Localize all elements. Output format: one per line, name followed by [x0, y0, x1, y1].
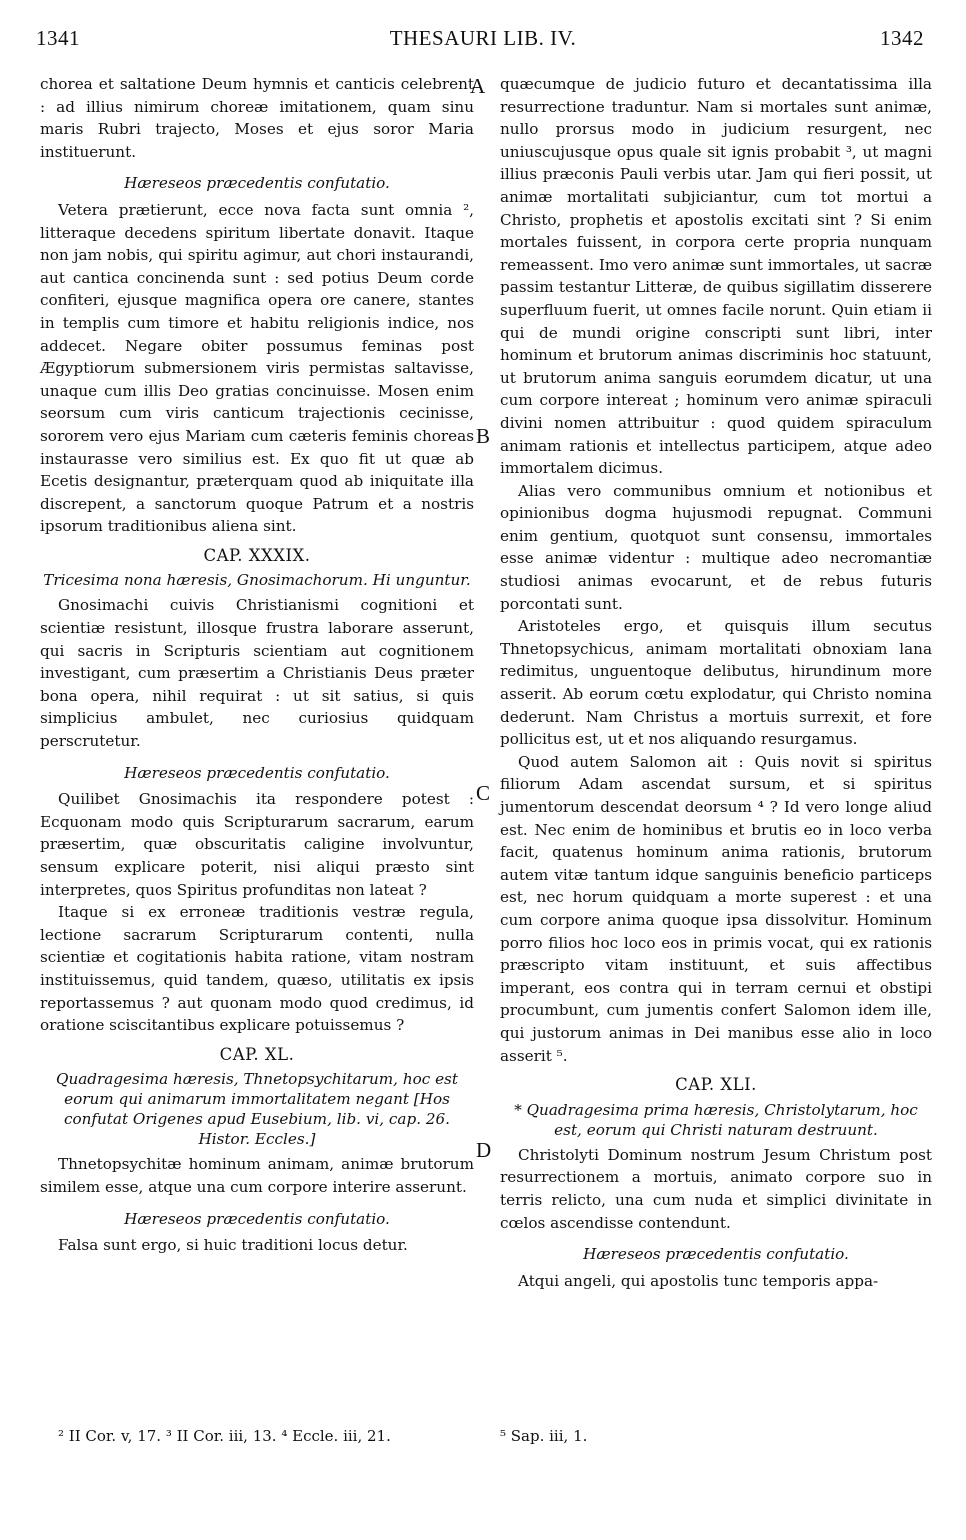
page-number-left: 1341 [36, 26, 80, 50]
paragraph: Aristoteles ergo, et quisquis illum secutus Thnetopsychicus, animam mortalitati obnoxiam lana redimitus, unguentoque delibutus, hirundinum more asserit. Ab eorum cœtu explodatur, qui Christo nomina dederunt. Nam Christus a mortuis surrexit, et fore pollicitus est, ut et nos aliquando resurgamus. [500, 617, 932, 749]
margin-marker-b: B [476, 424, 491, 448]
chapter-heading: CAP. XL. [219, 1044, 295, 1064]
chapter-subtitle: * Quadragesima prima hæresis, Christolytarum, hoc est, eorum qui Christi naturam destruunt. [514, 1100, 918, 1139]
paragraph: Atqui angeli, qui apostolis tunc temporis appa- [518, 1271, 879, 1290]
section-heading: Hæreseos præcedentis confutatio. [124, 1209, 390, 1228]
footnotes-left: ² II Cor. v, 17. ³ II Cor. iii, 13. ⁴ Eccle. iii, 21. [58, 1427, 391, 1445]
page-number-right: 1342 [880, 26, 924, 50]
section-heading: Hæreseos præcedentis confutatio. [583, 1245, 849, 1264]
paragraph: Gnosimachi cuivis Christianismi cognitioni et scientiæ resistunt, illosque frustra laborare asserunt, qui sacris in Scripturis scientiam aut cognitionem investigant, cum præsertim a Christianis Deus præter bona opera, nihil requirat : ut sit satius, si quis simplicius ambulet, nec curiosius quidquam perscrutetur. [40, 596, 474, 751]
chapter-subtitle: Quadragesima hæresis, Thnetopsychitarum, hoc est eorum qui animarum immortalitatem negant [Hos confutat Origenes apud Eusebium, lib. vi, cap. 26. Histor. Eccles.] [56, 1070, 458, 1149]
paragraph: Vetera prætierunt, ecce nova facta sunt omnia ², litteraque decedens spiritum libertate donavit. Itaque non jam nobis, qui spiritu agimur, aut chori instaurandi, aut cantica concinenda sunt : sed potius Deum corde confiteri, ejusque magnifica opera ore canere, stantes in templis cum timore et habitu religionis indice, nos addecet. Negare obiter possumus feminas post Ægyptiorum submersionem viris permistas saltavisse, unaque cum illis Deo gratias concinuisse. Mosen enim seorsum cum viris canticum trajectionis cecinisse, sororem vero ejus Mariam cum cæteris feminis choreas instaurasse vero similius est. Ex quo fit ut quæ ab Ecetis designantur, præterquam quod ab iniquitate illa discrepent, a sanctorum quoque Patrum et a nostris ipsorum traditionibus aliena sint. [40, 200, 474, 536]
paragraph: quæcumque de judicio futuro et decantatissima illa resurrectione traduntur. Nam si mortales sunt animæ, nullo prorsus modo in judicium resurgent, nec uniuscujusque opus quale sit ignis probabit ³, ut magni illius præconis Pauli verbis utar. Jam qui fieri possit, ut animæ mortalitati subjiciantur, cum tot mortui a Christo, prophetis et apostolis excitati sint ? Si enim mortales fuissent, in corpora certe propria nunquam remeassent. Imo vero animæ sunt immortales, ut sacræ passim testantur Litteræ, de quibus sigillatim disserere superfluum fuerit, ut omnes facile norunt. Quin etiam ii qui de mundi origine conscripti sunt libri, inter hominum et brutorum animas discriminis hoc statuunt, ut brutorum anima sanguis eorumdem dicatur, ut una cum corpore intereat ; hominum vero animæ spiraculi divini nomen attribuitur : quod quidem spiraculum animam rationis et intellectus participem, atque adeo immortalem dicimus. [500, 75, 932, 478]
margin-marker-c: C [476, 781, 491, 805]
paragraph: chorea et saltatione Deum hymnis et canticis celebrent : ad illius nimirum choreæ imitationem, quam sinu maris Rubri trajecto, Moses et ejus soror Maria instituerunt. [40, 75, 474, 161]
paragraph: Itaque si ex erroneæ traditionis vestræ regula, lectione sacrarum Scripturarum contenti, nulla scientiæ et cogitationis habita ratione, vitam nostram instituissemus, quid tandem, quæso, utilitatis ex ipsis reportassemus ? aut quonam modo quod credimus, id oratione sciscitantibus explicare potuissemus ? [40, 903, 474, 1035]
paragraph: Thnetopsychitæ hominum animam, animæ brutorum similem esse, atque una cum corpore interire asserunt. [40, 1155, 474, 1196]
section-heading: Hæreseos præcedentis confutatio. [124, 174, 390, 193]
paragraph: Christolyti Dominum nostrum Jesum Christum post resurrectionem a mortuis, animato corpore suo in terris relicto, una cum nuda et simplici divinitate in cœlos ascendisse contendunt. [500, 1145, 932, 1232]
paragraph: Alias vero communibus omnium et notionibus et opinionibus dogma hujusmodi repugnat. Communi enim gentium, quotquot sunt consensu, immortales esse animæ videntur : multique adeo necromantiæ studiosi animas evocarunt, et de rebus futuris porcontati sunt. [500, 481, 932, 613]
right-column [500, 73, 932, 1540]
chapter-heading: CAP. XXXIX. [203, 545, 311, 565]
footnotes-right: ⁵ Sap. iii, 1. [500, 1427, 588, 1445]
paragraph: Quod autem Salomon ait : Quis novit si spiritus filiorum Adam ascendat sursum, et si spiritus jumentorum descendat deorsum ⁴ ? Id vero longe aliud est. Nec enim de hominibus et brutis eo in loco verba facit, quatenus hominum anima rationis, brutorum autem vitæ tantum idque sanguinis beneficio particeps est, nec horum quidquam a morte superest : et una cum corpore anima quoque ipsa dissolvitur. Hominum porro filios hoc loco eos in primis vocat, qui ex rationis præscripto vitam instituunt, et suis affectibus imperant, eos contra qui in terram cernui et obstipi procumbunt, cum jumentis confert Salomon idem ille, qui justorum animas in Dei manibus esse alio in loco asserit ⁵. [500, 752, 932, 1065]
left-column [40, 73, 474, 1540]
running-header [0, 26, 966, 56]
margin-marker-d: D [476, 1138, 492, 1162]
paragraph: Falsa sunt ergo, si huic traditioni locus detur. [58, 1236, 408, 1255]
chapter-heading: CAP. XLI. [675, 1075, 757, 1095]
running-title: THESAURI LIB. IV. [389, 26, 577, 50]
paragraph: Quilibet Gnosimachis ita respondere potest : Ecquonam modo quis Scripturarum sacrarum, earum præsertim, quæ obscuritatis caligine involvuntur, sensum explicare poterit, nisi aliqui præsto sint interpretes, quos Spiritus profunditas non lateat ? [40, 790, 474, 899]
chapter-subtitle: Tricesima nona hæresis, Gnosimachorum. Hi unguntur. [43, 571, 471, 590]
margin-marker-a: A [470, 74, 486, 98]
section-heading: Hæreseos præcedentis confutatio. [124, 763, 390, 782]
